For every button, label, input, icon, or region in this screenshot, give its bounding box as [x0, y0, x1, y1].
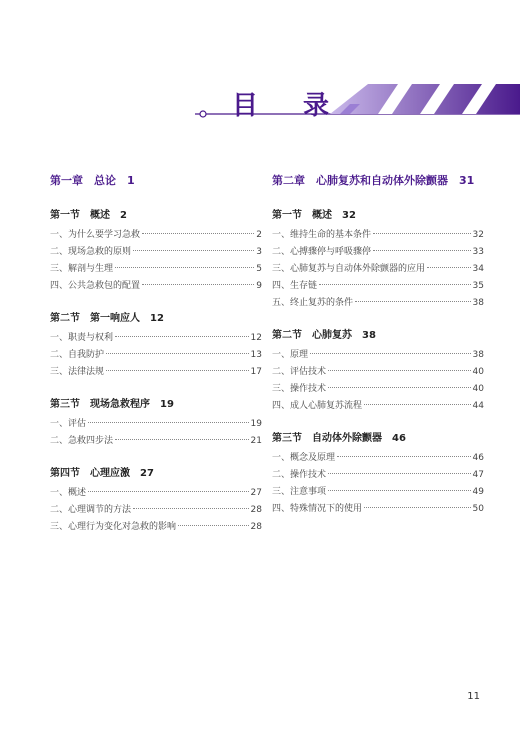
- toc-entry-title: 二、心理调节的方法: [50, 505, 132, 515]
- toc-entry-page: 47: [472, 470, 484, 480]
- toc-entry-page: 12: [250, 333, 262, 343]
- toc-entry[interactable]: [272, 381, 484, 398]
- toc-entry[interactable]: [50, 502, 262, 519]
- toc-entry[interactable]: [50, 416, 262, 433]
- toc-column-left: [50, 172, 262, 536]
- toc-entry-page: 27: [250, 488, 262, 498]
- dot-leader: [373, 233, 471, 234]
- toc-entry[interactable]: [272, 501, 484, 518]
- section-heading[interactable]: 第四节 心理应激 27: [50, 468, 154, 479]
- dot-leader: [133, 508, 249, 509]
- toc-entry[interactable]: [272, 295, 484, 312]
- toc-entry[interactable]: [50, 433, 262, 450]
- dot-leader: [142, 284, 254, 285]
- toc-entry-title: 四、生存链: [272, 281, 318, 291]
- toc-entry-page: 44: [472, 401, 484, 411]
- toc-entry[interactable]: [50, 278, 262, 295]
- toc-entry-title: 一、评估: [50, 419, 87, 429]
- toc-entry-title: 三、操作技术: [272, 384, 327, 394]
- dot-leader: [364, 507, 471, 508]
- toc-entry-page: 3: [256, 247, 262, 257]
- toc-entry-title: 二、心搏骤停与呼吸骤停: [272, 247, 372, 257]
- toc-entry-page: 49: [472, 487, 484, 497]
- toc-entry-title: 二、评估技术: [272, 367, 327, 377]
- dot-leader: [142, 233, 254, 234]
- section-heading[interactable]: 第二节 第一响应人 12: [50, 313, 164, 324]
- dot-leader: [106, 370, 249, 371]
- toc-entry[interactable]: [50, 364, 262, 381]
- header-rule-dot: [200, 111, 206, 117]
- toc-entry-title: 四、特殊情况下的使用: [272, 504, 363, 514]
- toc-entry-page: 46: [472, 453, 484, 463]
- dot-leader: [328, 387, 471, 388]
- toc-entry-title: 一、原理: [272, 350, 309, 360]
- dot-leader: [310, 353, 471, 354]
- section-heading[interactable]: 第三节 现场急救程序 19: [50, 399, 174, 410]
- toc-entry-page: 38: [472, 298, 484, 308]
- dot-leader: [328, 490, 471, 491]
- section-heading[interactable]: 第一节 概述 2: [50, 210, 127, 221]
- toc-entry-title: 一、职责与权利: [50, 333, 114, 343]
- dot-leader: [178, 525, 249, 526]
- toc-entry-page: 13: [250, 350, 262, 360]
- toc-column-right: [272, 172, 484, 518]
- toc-entry[interactable]: [272, 364, 484, 381]
- dot-leader: [328, 370, 471, 371]
- dot-leader: [106, 353, 249, 354]
- toc-entry-page: 33: [472, 247, 484, 257]
- toc-entry[interactable]: [50, 485, 262, 502]
- toc-entry[interactable]: [272, 278, 484, 295]
- toc-entry-title: 四、公共急救包的配置: [50, 281, 141, 291]
- toc-entry-page: 28: [250, 505, 262, 515]
- dot-leader: [427, 267, 471, 268]
- toc-entry[interactable]: [50, 261, 262, 278]
- toc-entry-page: 28: [250, 522, 262, 532]
- dot-leader: [88, 422, 249, 423]
- toc-entry[interactable]: [50, 227, 262, 244]
- toc-entry-page: 2: [256, 230, 262, 240]
- toc-entry-page: 34: [472, 264, 484, 274]
- toc-entry[interactable]: [272, 244, 484, 261]
- toc-entry[interactable]: [50, 347, 262, 364]
- toc-entry-page: 9: [256, 281, 262, 291]
- chapter-heading[interactable]: 第二章 心肺复苏和自动体外除颤器 31: [272, 174, 475, 187]
- dot-leader: [337, 456, 471, 457]
- dot-leader: [115, 439, 249, 440]
- dot-leader: [355, 301, 471, 302]
- toc-entry-title: 五、终止复苏的条件: [272, 298, 354, 308]
- page-title: 目 录: [232, 91, 348, 121]
- toc-entry[interactable]: [50, 519, 262, 536]
- toc-entry-title: 二、急救四步法: [50, 436, 114, 446]
- toc-entry-title: 三、注意事项: [272, 487, 327, 497]
- toc-entry-title: 一、概述: [50, 488, 87, 498]
- toc-entry-page: 35: [472, 281, 484, 291]
- dot-leader: [364, 404, 471, 405]
- toc-entry-title: 二、操作技术: [272, 470, 327, 480]
- dot-leader: [88, 491, 249, 492]
- toc-entry-title: 三、心肺复苏与自动体外除颤器的应用: [272, 264, 426, 274]
- toc-entry-title: 三、心理行为变化对急救的影响: [50, 522, 177, 532]
- toc-entry[interactable]: [272, 347, 484, 364]
- section-heading[interactable]: 第二节 心肺复苏 38: [272, 330, 376, 341]
- toc-header: [0, 0, 520, 130]
- toc-entry[interactable]: [272, 450, 484, 467]
- toc-entry-title: 一、概念及原理: [272, 453, 336, 463]
- section-heading[interactable]: 第三节 自动体外除颤器 46: [272, 433, 406, 444]
- toc-entry-page: 32: [472, 230, 484, 240]
- toc-entry[interactable]: [272, 261, 484, 278]
- toc-entry-title: 三、法律法规: [50, 367, 105, 377]
- chapter-heading[interactable]: 第一章 总论 1: [50, 174, 135, 187]
- toc-entry[interactable]: [50, 244, 262, 261]
- dot-leader: [373, 250, 471, 251]
- toc-entry-page: 5: [256, 264, 262, 274]
- toc-entry-page: 40: [472, 384, 484, 394]
- page-number: 11: [467, 691, 480, 702]
- section-heading[interactable]: 第一节 概述 32: [272, 210, 356, 221]
- toc-entry-page: 50: [472, 504, 484, 514]
- toc-entry-page: 19: [250, 419, 262, 429]
- dot-leader: [319, 284, 471, 285]
- toc-entry-title: 四、成人心肺复苏流程: [272, 401, 363, 411]
- toc-entry[interactable]: [272, 467, 484, 484]
- dot-leader: [328, 473, 471, 474]
- toc-entry-title: 二、现场急救的原则: [50, 247, 132, 257]
- dot-leader: [133, 250, 254, 251]
- toc-entry[interactable]: [50, 330, 262, 347]
- toc-entry[interactable]: [272, 484, 484, 501]
- toc-entry-title: 三、解剖与生理: [50, 264, 114, 274]
- toc-entry[interactable]: [272, 398, 484, 415]
- toc-entry-title: 一、为什么要学习急救: [50, 230, 141, 240]
- dot-leader: [115, 267, 254, 268]
- toc-entry-page: 21: [250, 436, 262, 446]
- dot-leader: [115, 336, 249, 337]
- toc-entry-page: 40: [472, 367, 484, 377]
- toc-entry[interactable]: [272, 227, 484, 244]
- toc-entry-page: 38: [472, 350, 484, 360]
- toc-entry-title: 一、维持生命的基本条件: [272, 230, 372, 240]
- toc-entry-title: 二、自我防护: [50, 350, 105, 360]
- toc-entry-page: 17: [250, 367, 262, 377]
